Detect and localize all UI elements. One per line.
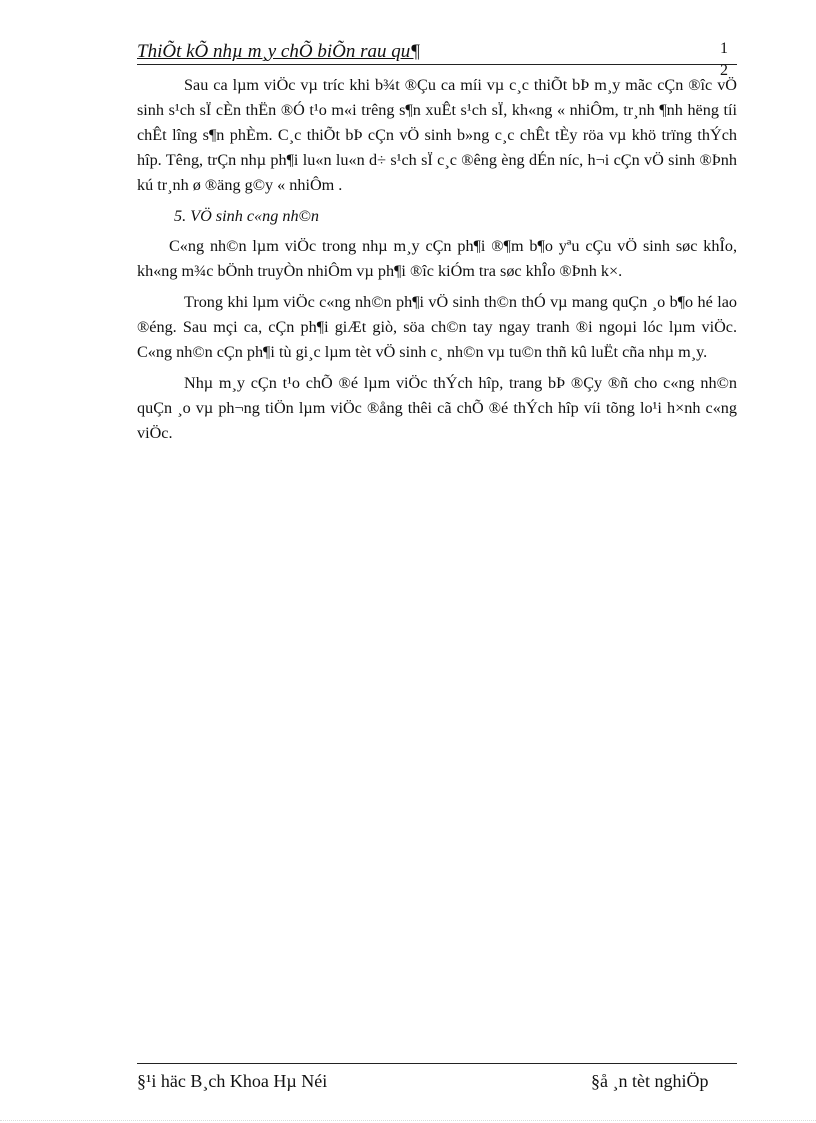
footer-divider [137,1063,737,1064]
body-paragraph: Nhµ m¸y cÇn t¹o chÕ ®é lµm viÖc thÝch hîp, trang bÞ ®Çy ®ñ cho c«ng nh©n quÇn ¸o vµ ph¬ng tiÖn lµm viÖc ®ång thêi cã chÕ ®é thÝch hîp víi tõng lo¹i h×nh c«ng viÖc. [137,374,737,442]
body-paragraph: C«ng nh©n lµm viÖc trong nhµ m¸y cÇn ph¶i ®¶m b¶o yªu cÇu vÖ sinh søc khÎo, kh«ng m¾c bÖnh truyÒn nhiÔm vµ ph¶i ®îc kiÓm tra søc khÎo ®Þnh k×. [137,237,737,280]
section-heading: 5. VÖ sinh c«ng nh©n [174,207,319,225]
footer-university: §¹i häc B¸ch Khoa Hµ Néi [137,1071,328,1091]
page-edge-dots [0,1120,816,1121]
body-paragraph: Sau ca lµm viÖc vµ tríc khi b¾t ®Çu ca míi vµ c¸c thiÕt bÞ m¸y mãc cÇn ®îc vÖ sinh s¹ch sÏ cÈn thËn ®Ó t¹o m«i trêng s¶n xuÊt s¹ch sÏ, kh«ng « nhiÔm, tr¸nh ¶nh hëng tíi chÊt lîng s¶n phÈm. C¸c thiÕt bÞ cÇn vÖ sinh b»ng c¸c chÊt tÈy röa vµ khö trïng thÝch hîp. Têng, trÇn nhµ ph¶i lu«n lu«n d÷ s¹ch sÏ c¸c ®êng èng dÉn níc, h¬i cÇn vÖ sinh ®Þnh kú tr¸nh ø ®äng g©y « nhiÔm . [137,76,737,194]
document-body [137,73,737,446]
footer-project-label: §å ¸n tèt nghiÖp [591,1071,709,1091]
document-title: ThiÕt kÕ nhµ m¸y chÕ biÕn rau qu¶ [137,41,421,62]
page-number-line: 2 [720,62,728,79]
page-number-line: 1 [720,40,728,57]
body-paragraph: Trong khi lµm viÖc c«ng nh©n ph¶i vÖ sinh th©n thÓ vµ mang quÇn ¸o b¶o hé lao ®éng. Sau mçi ca, cÇn ph¶i giÆt giò, söa ch©n tay ngay tranh ®i ngoµi lóc lµm viÖc. C«ng nh©n cÇn ph¶i tù gi¸c lµm tèt vÖ sinh c¸ nh©n vµ tu©n thñ kû luËt cña nhµ m¸y. [137,293,737,361]
page-header [137,40,737,79]
